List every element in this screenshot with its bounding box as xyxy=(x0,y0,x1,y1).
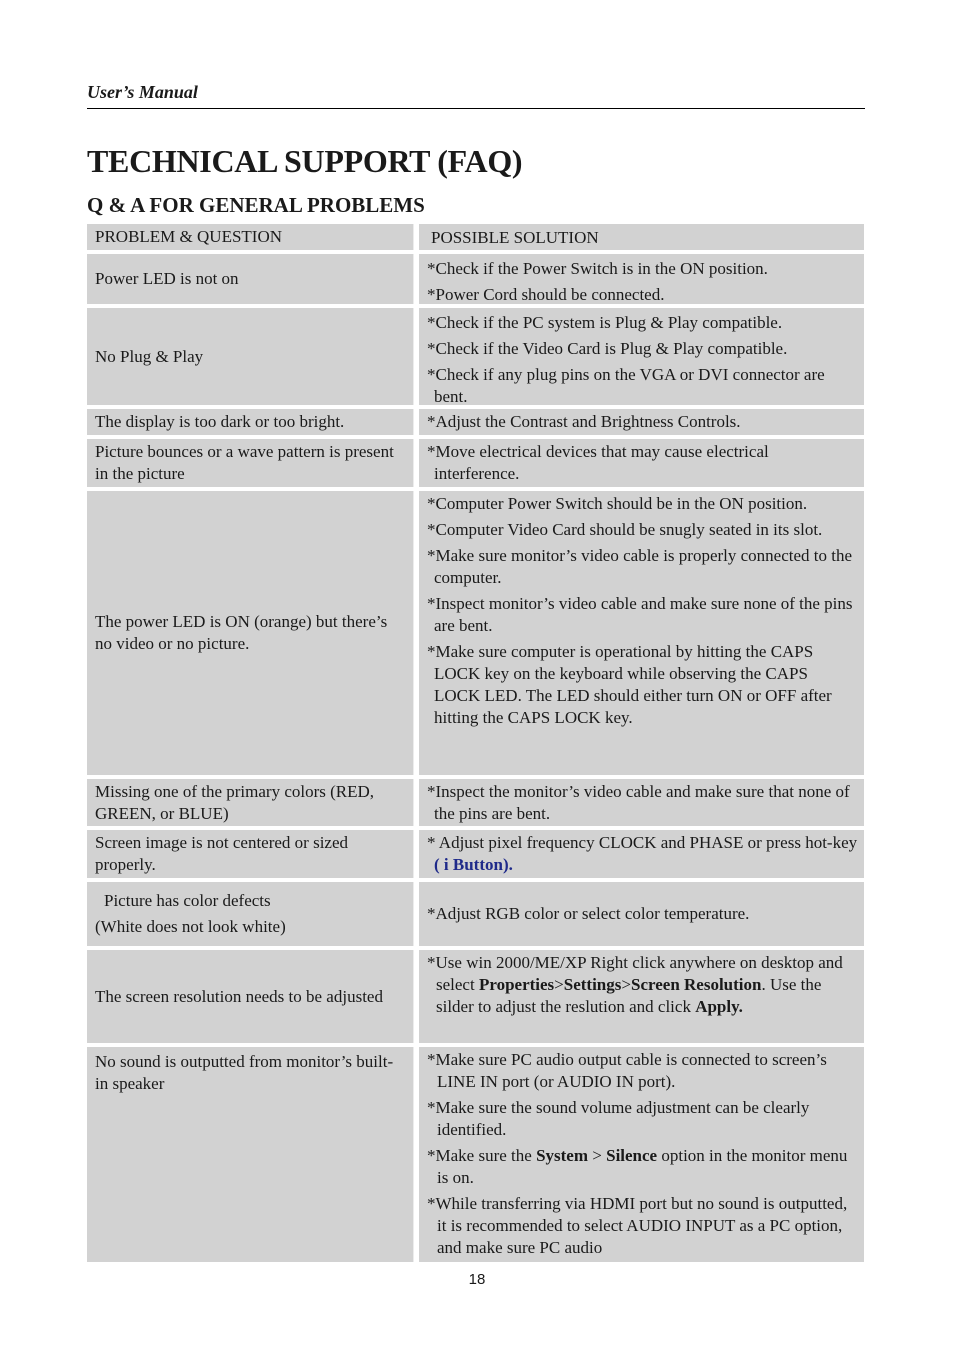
solution-item: *Make sure the sound volume adjustment can be clearly identified. xyxy=(427,1098,810,1139)
faq-table xyxy=(87,224,864,1262)
solution-item: *Check if any plug pins on the VGA or DVI connector are bent. xyxy=(427,365,825,406)
solution-cell xyxy=(419,439,864,487)
table-row xyxy=(87,882,864,946)
table-header-row xyxy=(87,224,864,250)
header-divider xyxy=(87,108,865,109)
column-header-solution: POSSIBLE SOLUTION xyxy=(419,224,864,250)
solution-item: *Adjust the Contrast and Brightness Controls. xyxy=(427,412,741,431)
table-row xyxy=(87,950,864,1043)
problem-cell: The display is too dark or too bright. xyxy=(87,409,414,435)
solution-cell xyxy=(419,950,864,1043)
table-row xyxy=(87,308,864,405)
solution-item: *Make sure monitor’s video cable is properly connected to the computer. xyxy=(427,546,853,587)
solution-item: *Make sure the System > Silence option in the monitor menu is on. xyxy=(427,1146,848,1187)
section-title: Q & A FOR GENERAL PROBLEMS xyxy=(87,193,425,217)
problem-cell: No Plug & Play xyxy=(87,308,414,405)
problem-cell: No sound is outputted from monitor’s built-in speaker xyxy=(87,1047,414,1262)
table-row xyxy=(87,409,864,435)
page-number: 18 xyxy=(468,1271,486,1288)
solution-cell xyxy=(419,254,864,304)
solution-cell xyxy=(419,409,864,435)
solution-cell xyxy=(419,1047,864,1262)
solution-item: *Check if the Video Card is Plug & Play compatible. xyxy=(427,339,788,358)
problem-cell: Missing one of the primary colors (RED, GREEN, or BLUE) xyxy=(87,779,414,826)
problem-cell: Power LED is not on xyxy=(87,254,414,304)
i-button-hotkey-label: ( i Button) xyxy=(434,855,509,874)
solution-item: *Inspect the monitor’s video cable and make sure that none of the pins are bent. xyxy=(427,782,850,823)
table-row xyxy=(87,491,864,775)
solution-item: *Use win 2000/ME/XP Right click anywhere on desktop and select Properties>Settings>Screen Resolution. Use the silder to adjust the reslution and click Apply. xyxy=(427,953,843,1016)
solution-item: *Check if the Power Switch is in the ON position. xyxy=(427,259,768,278)
solution-item: *Power Cord should be connected. xyxy=(427,285,665,304)
solution-cell xyxy=(419,491,864,775)
table-row xyxy=(87,254,864,304)
problem-cell: Picture has color defects (White does not look white) xyxy=(87,882,414,946)
table-row xyxy=(87,439,864,487)
table-row xyxy=(87,779,864,826)
problem-cell: Picture bounces or a wave pattern is present in the picture xyxy=(87,439,414,487)
solution-item: *Check if the PC system is Plug & Play compatible. xyxy=(427,313,783,332)
page-title: TECHNICAL SUPPORT (FAQ) xyxy=(87,143,523,179)
solution-cell xyxy=(419,308,864,405)
solution-item: * Adjust pixel frequency CLOCK and PHASE or press hot-key ( i Button). xyxy=(427,833,858,874)
solution-cell xyxy=(419,882,864,946)
solution-item: *Adjust RGB color or select color temperature. xyxy=(427,904,750,923)
solution-cell xyxy=(419,779,864,826)
solution-item: *Computer Power Switch should be in the ON position. xyxy=(427,494,808,513)
solution-item: *While transferring via HDMI port but no sound is outputted, it is recommended to select AUDIO INPUT as a PC option, and make sure PC audio xyxy=(427,1194,848,1257)
table-row xyxy=(87,830,864,878)
running-header: User’s Manual xyxy=(87,82,198,102)
column-header-problem: PROBLEM & QUESTION xyxy=(87,224,414,250)
solution-cell xyxy=(419,830,864,878)
solution-item: *Make sure PC audio output cable is connected to screen’s LINE IN port (or AUDIO IN port). xyxy=(427,1050,827,1091)
solution-item: *Make sure computer is operational by hitting the CAPS LOCK key on the keyboard while observing the CAPS LOCK LED. The LED should either turn ON or OFF after hitting the CAPS LOCK key. xyxy=(427,642,832,727)
solution-item: *Inspect monitor’s video cable and make sure none of the pins are bent. xyxy=(427,594,853,635)
problem-cell: The power LED is ON (orange) but there’s no video or no picture. xyxy=(87,491,414,775)
solution-item: *Computer Video Card should be snugly seated in its slot. xyxy=(427,520,823,539)
problem-cell: Screen image is not centered or sized properly. xyxy=(87,830,414,878)
problem-cell: The screen resolution needs to be adjusted xyxy=(87,950,414,1043)
solution-item: *Move electrical devices that may cause electrical interference. xyxy=(427,442,769,483)
table-row xyxy=(87,1047,864,1262)
